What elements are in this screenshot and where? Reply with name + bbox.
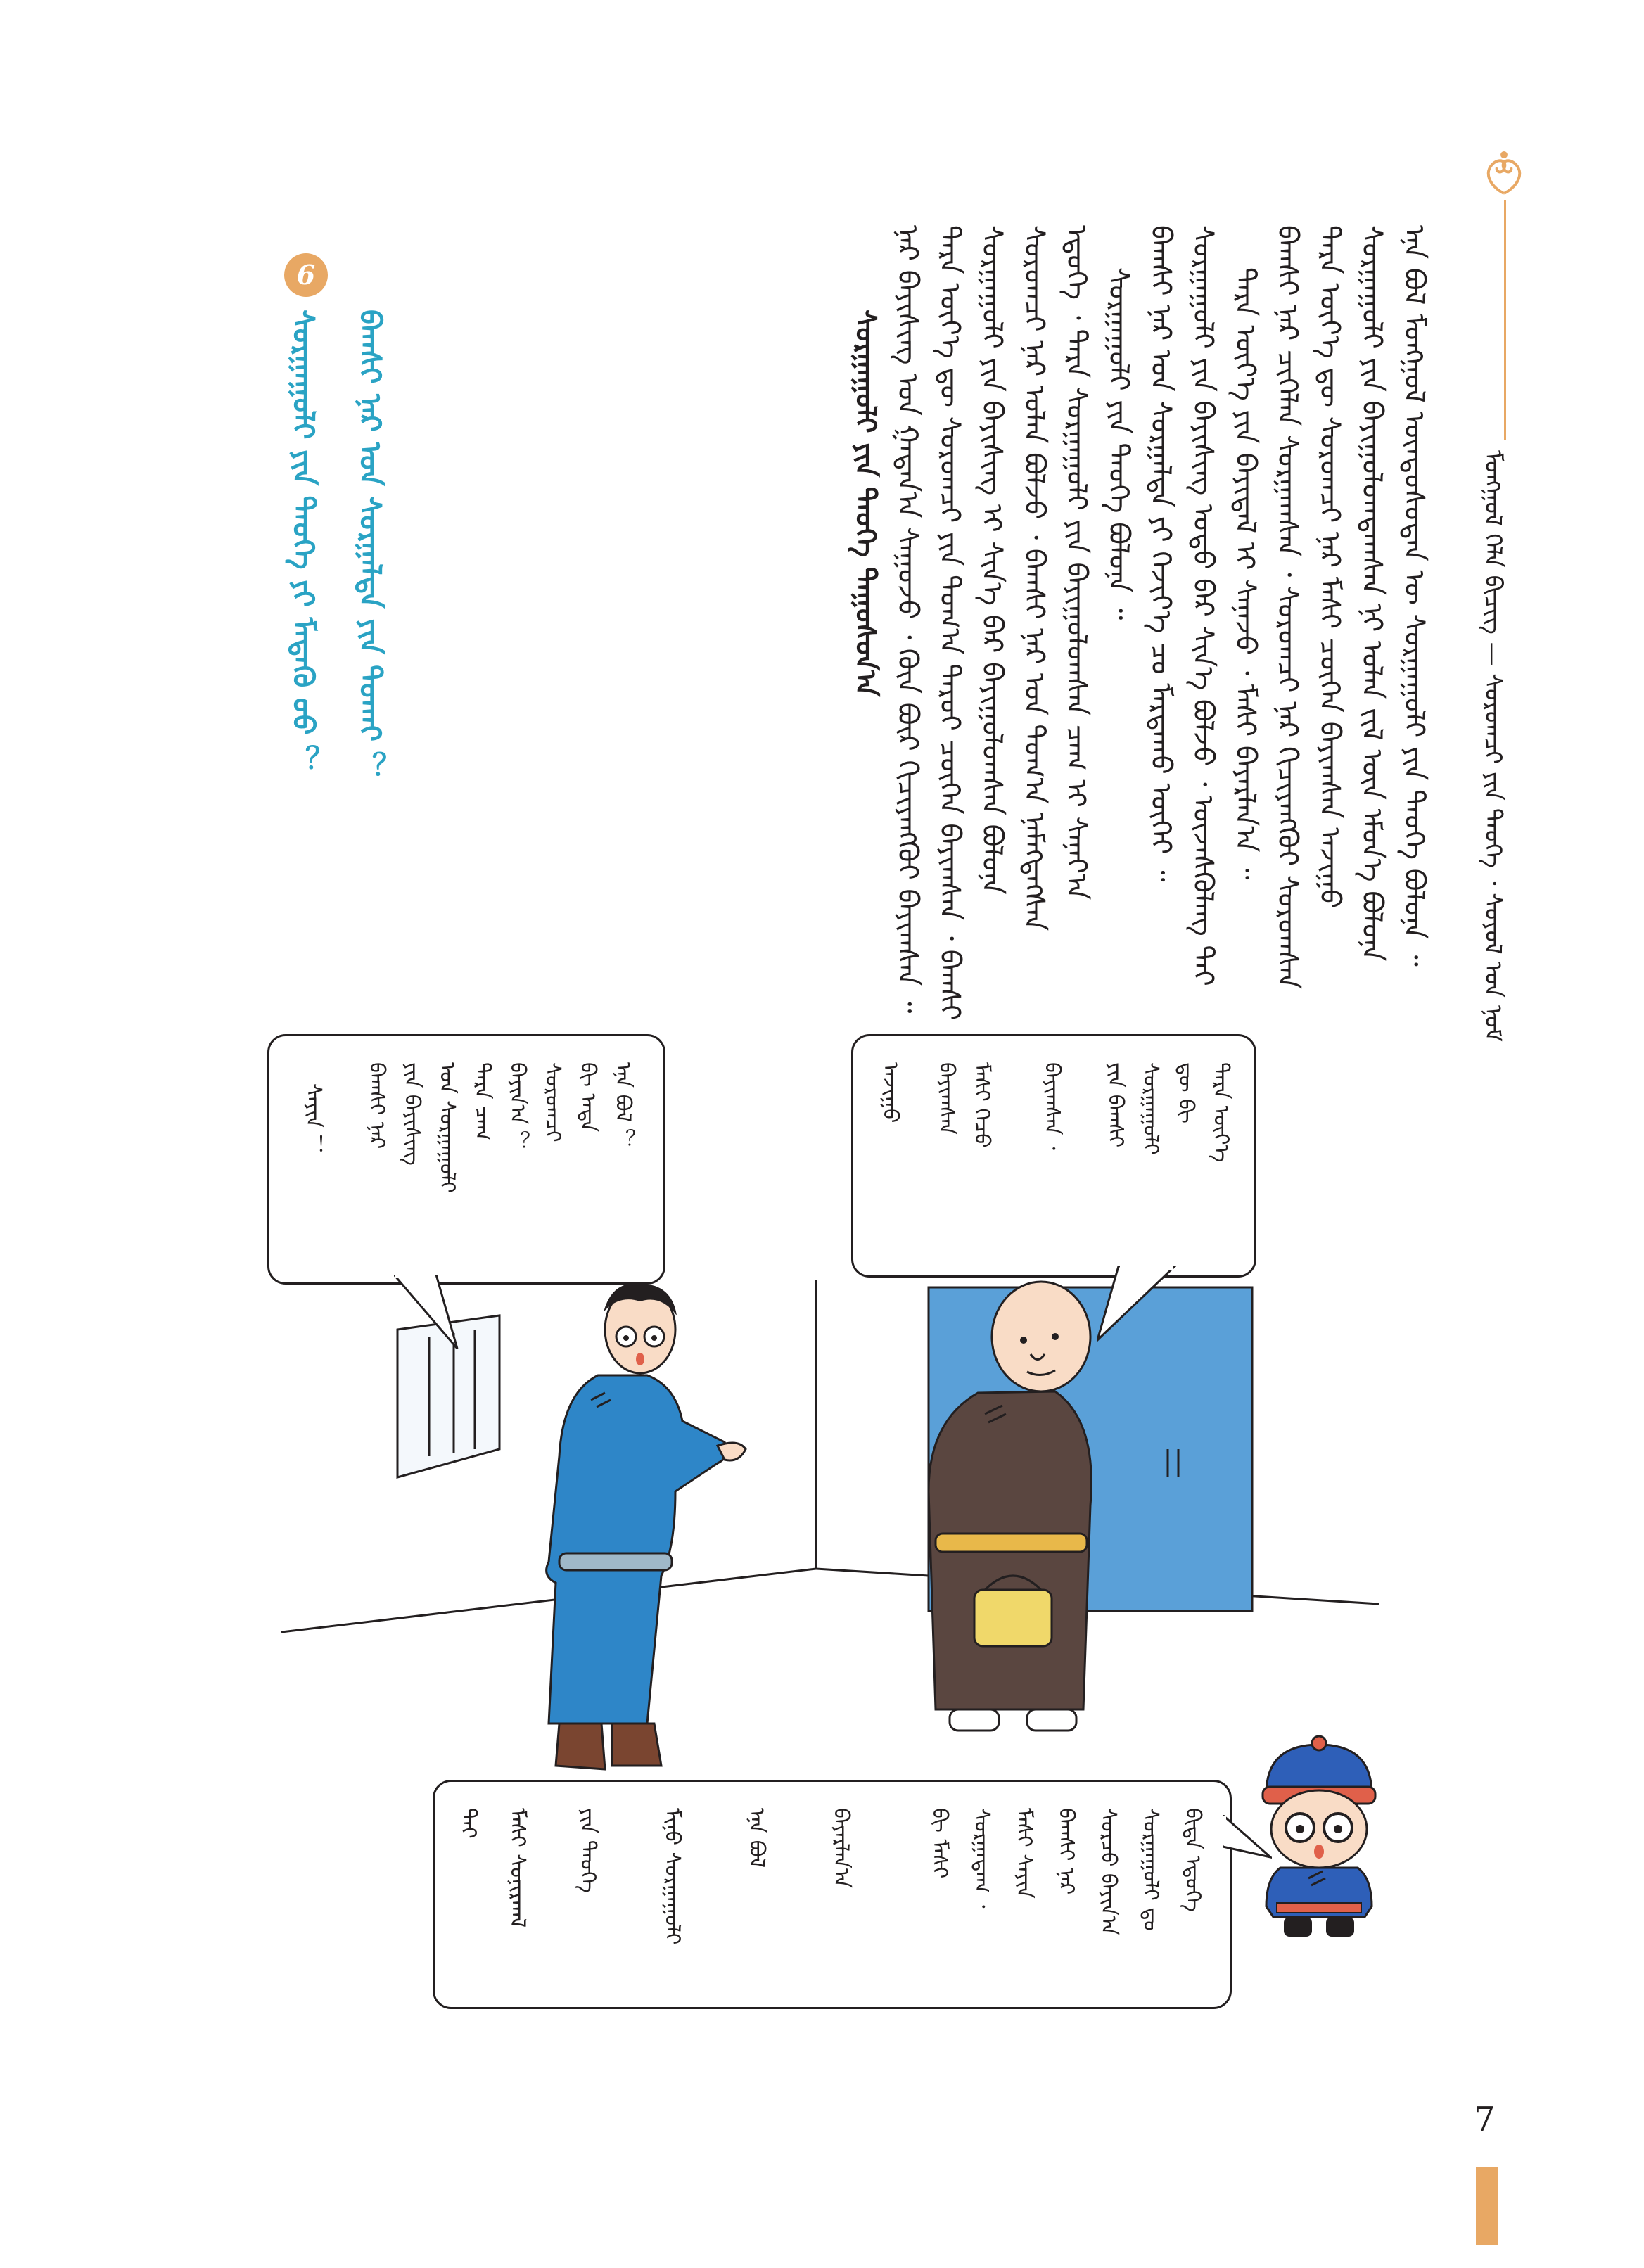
question-number-badge: 6	[284, 253, 328, 297]
bubble-bottom-line: ᠰᠤᠷᠴᠤ ᠪᠠᠶᠢᠨ᠎ᠠ	[1096, 1808, 1121, 1936]
yellow-bag	[974, 1590, 1052, 1646]
bubble-right-line: ᠪᠠᠶᠢᠭᠰᠠᠨ	[934, 1062, 959, 1135]
bubble-left-line: ᠶᠢᠨ ᠪᠠᠶᠢᠰᠢᠩ	[400, 1062, 424, 1166]
bubble-tail-left	[394, 1275, 464, 1352]
body-line: ᠰᠤᠷᠭᠠᠭᠤᠯᠢ ᠶᠢᠨ ᠲᠡᠦᠬᠡ ᠪᠣᠯᠤᠨᠠ ᠃	[1102, 267, 1135, 620]
bubble-bottom-line: ᠪᠠᠭᠰᠢ ᠨᠠᠷ	[1054, 1808, 1078, 1895]
body-line: ᠰᠤᠷᠭᠠᠭᠤᠯᠢ ᠶᠢᠨ ᠪᠠᠶᠢᠭᠤᠯᠤᠭᠳᠠᠭᠰᠠᠨ ᠨᠢ ᠣᠯᠠᠨ ᠵᠢᠯ ᠦᠨ ᠡᠮᠦᠨ᠎ᠡ ᠪᠣᠯᠤᠨᠠ	[1356, 225, 1388, 962]
bubble-right-line: ᠮᠠᠰᠢ ᠬᠡᠴᠦ	[969, 1062, 994, 1148]
bubble-bottom-line: ᠡᠨᠡ ᠪᠣᠯ	[744, 1808, 769, 1868]
bubble-left-line: ᠰᠤᠷᠤᠭᠴᠢ	[540, 1062, 565, 1142]
bubble-left-line: ᠰᠠᠶᠢᠨ ！	[301, 1083, 326, 1156]
speech-bubble-left	[267, 1034, 665, 1285]
bubble-tail-right	[1097, 1266, 1182, 1344]
bubble-bottom-line: ᠲᠠᠢ	[456, 1808, 480, 1839]
body-line: ᠲᠡᠷᠡ ᠦᠶ᠎ᠡ ᠶᠢᠨ ᠪᠠᠶᠢᠳᠠᠯ ᠢ ᠰᠠᠨᠠᠵᠤ ᠂ ᠮᠠᠰᠢ ᠪᠠᠶᠠᠷᠯᠠᠨ᠎ᠠ ᠃	[1229, 267, 1261, 880]
bubble-right-line: ᠶᠢᠨ ᠪᠠᠭᠰᠢ	[1103, 1062, 1128, 1148]
body-line: ᠡᠨᠡ ᠪᠣᠯ ᠮᠣᠩᠭᠣᠯ ᠦᠨᠳᠦᠰᠦᠲᠡᠨ ᠦ ᠰᠤᠷᠭᠠᠭᠤᠯᠢ ᠶᠢᠨ ᠲᠡᠦᠬᠡ ᠪᠣᠯᠤᠨᠠ ᠃	[1398, 225, 1430, 967]
page-number: 7	[1474, 2100, 1496, 2139]
bubble-right-line: ᠪᠠᠶᠢᠭᠰᠠᠨ ᠂	[1040, 1062, 1064, 1151]
body-line: ᠰᠤᠷᠤᠭᠴᠢ ᠨᠠᠷ ᠣᠯᠠᠨ ᠪᠣᠯᠵᠤ ᠂ ᠪᠠᠭᠰᠢ ᠨᠠᠷ ᠤᠨ ᠲᠣᠭ᠎ᠠ ᠨᠡᠮᠡᠭᠳᠡᠭᠰᠡᠨ	[1018, 225, 1050, 931]
body-line: ᠨᠠᠷ ᠪᠠᠶᠢᠰᠢᠩ ᠤᠨ ᠭᠠᠳᠠᠨ᠎ᠠ ᠰᠠᠭᠤᠵᠤ ᠂ ᠬᠦᠨ ᠪᠦᠷ ᠬᠢᠴᠢᠶᠡᠩᠭᠦᠢ ᠪᠠᠶᠢᠭᠰᠠᠨ ᠃	[891, 225, 924, 1014]
bubble-left-line: ᠪᠠᠭᠰᠢ ᠨᠠᠷ	[364, 1062, 389, 1149]
body-line: ᠪᠠᠭᠰᠢ ᠨᠠᠷ ᠴᠢᠬᠡᠯᠡᠨ ᠰᠤᠷᠭᠠᠭᠰᠠᠨ ᠂ ᠰᠤᠷᠤᠭᠴᠢ ᠨᠠᠷ ᠬᠢᠴᠢᠶᠡᠩᠭᠦᠢ ᠰᠤᠷᠤᠭᠰᠠᠨ	[1271, 225, 1304, 989]
header-ornament-icon	[1476, 148, 1532, 197]
bubble-left-line: ᠪᠢ ᠡᠨᠳᠡ	[575, 1062, 600, 1133]
bubble-right-line: ᠲᠡᠷᠡ ᠦᠶ᠎ᠡ	[1209, 1062, 1233, 1163]
bubble-left-line: ᠪᠠᠶᠢᠨ᠎ᠠ ？	[505, 1062, 530, 1152]
body-line: ᠰᠤᠷᠭᠠᠭᠤᠯᠢ ᠶᠢᠨ ᠪᠠᠶᠢᠰᠢᠩ ᠣᠳᠣ ᠪᠠᠷ ᠰᠢᠨ᠎ᠡ ᠪᠣᠯᠵᠤ ᠂ ᠦᠵᠡᠰᠬᠦᠯᠡᠩ ᠲᠡᠢ	[1187, 225, 1219, 986]
page-tab	[1476, 2167, 1498, 2245]
question-line: ᠰᠤᠷᠭᠠᠭᠤᠯᠢ ᠶᠢᠨ ᠲᠡᠦᠬᠡ ᠶᠢ ᠮᠡᠳᠡᠬᠦ ᠦᠦ ？	[286, 310, 321, 775]
body-line: ᠰᠤᠷᠭᠠᠭᠤᠯᠢ ᠶᠢᠨ ᠲᠡᠦᠬᠡ ᠳᠠᠭᠤᠰᠤᠨ᠎ᠠ	[849, 310, 881, 697]
bubble-bottom-line: ᠮᠠᠰᠢ ᠰᠣᠨᠢᠷᠬᠠᠯ	[505, 1808, 530, 1928]
running-header: ᠮᠣᠩᠭᠣᠯ ᠬᠡᠯᠡ ᠪᠢᠴᠢᠭ — ᠰᠤᠷᠤᠭᠴᠢ ᠶᠢᠨ ᠲᠡᠤᠬᠡ ᠂ ᠰᠤᠶᠤᠯ ᠤᠨ ᠨᠣᠮ	[1479, 450, 1507, 1042]
body-line: ᠲᠡᠷᠡ ᠦᠶ᠎ᠡ ᠳᠦ ᠰᠤᠷᠤᠭᠴᠢ ᠨᠠᠷ ᠮᠠᠰᠢ ᠴᠥᠭᠡᠨ ᠪᠠᠶᠢᠭᠰᠠᠨ ᠠᠵᠢᠭᠤ	[1313, 225, 1346, 909]
bubble-bottom-line: ᠰᠤᠷᠭᠠᠭᠤᠯᠢ ᠳᠤ	[1138, 1808, 1163, 1931]
bubble-right-line: ᠠᠵᠢᠭᠤ	[878, 1062, 903, 1123]
bubble-bottom-line: ᠮᠠᠰᠢ ᠰᠠᠶᠢᠨ	[1012, 1808, 1036, 1899]
body-line: ᠲᠡᠷᠡ ᠦᠶ᠎ᠡ ᠳᠦ ᠰᠤᠷᠤᠭᠴᠢ ᠶᠢᠨ ᠲᠣᠭ᠎ᠠ ᠳᠠᠷᠤᠢ ᠴᠥᠭᠡᠨ ᠪᠠᠶᠢᠭᠰᠠᠨ ᠂ ᠪᠠᠭᠰᠢ	[933, 225, 966, 1021]
bubble-bottom-line: ᠶᠢᠨ ᠲᠡᠦᠬᠡ	[575, 1808, 600, 1893]
kid-character	[1238, 1731, 1400, 1942]
bubble-left-line: ᠤᠨ ᠰᠤᠷᠭᠠᠭᠤᠯᠢ	[435, 1062, 459, 1194]
question-line: ᠪᠠᠭᠰᠢ ᠨᠠᠷ ᠤᠨ ᠰᠤᠷᠭᠠᠯᠲᠠ ᠶᠢᠨ ᠲᠤᠬᠠᠢ ？	[353, 310, 388, 782]
bubble-bottom-line: ᠪᠢ ᠮᠠᠰᠢ	[927, 1808, 952, 1879]
bubble-left-line: ᠲᠡᠷᠡ ᠴᠠᠭ	[470, 1062, 495, 1140]
bubble-right-line: ᠳᠦ ᠪᠢ	[1173, 1062, 1198, 1124]
bubble-bottom-line: ᠮᠢᠨᠦ ᠰᠤᠷᠭᠠᠭᠤᠯᠢ	[660, 1808, 684, 1945]
body-line: ᠰᠤᠷᠭᠠᠭᠤᠯᠢ ᠶᠢᠨ ᠪᠠᠶᠢᠰᠢᠩ ᠢ ᠰᠢᠨ᠎ᠡ ᠪᠠᠷ ᠪᠠᠶᠢᠭᠤᠯᠤᠭᠰᠠᠨ ᠪᠣᠯᠤᠨᠠ	[976, 225, 1008, 895]
body-line: ᠪᠠᠭᠰᠢ ᠨᠠᠷ ᠤᠨ ᠰᠤᠷᠭᠠᠯᠲᠠ ᠶᠢ ᠬᠡᠵᠢᠶ᠎ᠡ ᠴᠤ ᠮᠠᠷᠲᠠᠬᠤ ᠦᠭᠡᠢ ᠃	[1145, 225, 1177, 882]
man-blue-robe	[547, 1284, 746, 1770]
body-text	[302, 225, 1430, 1021]
bubble-bottom-line: ᠪᠠᠶᠠᠷᠯᠠᠨ᠎ᠠ	[829, 1808, 853, 1888]
bubble-right-line: ᠰᠤᠷᠭᠠᠭᠤᠯᠢ	[1138, 1062, 1163, 1155]
header-rule	[1504, 200, 1506, 440]
bubble-bottom-line: ᠪᠢᠳᠡ ᠡᠳᠦᠭᠡ	[1180, 1808, 1205, 1912]
bubble-left-line: ᠡᠨᠡ ᠪᠣᠯ ？	[611, 1062, 635, 1150]
body-line: ᠡᠳᠦᠭᠡ ᠂ ᠲᠡᠷᠡ ᠰᠤᠷᠭᠠᠭᠤᠯᠢ ᠶᠢᠨ ᠪᠠᠶᠢᠭᠤᠯᠤᠭᠰᠠᠨ ᠴᠠᠭ ᠢ ᠰᠠᠨᠠᠶ᠎ᠠ	[1060, 225, 1092, 900]
bubble-bottom-line: ᠰᠤᠷᠭᠠᠳᠠᠭ ᠂	[969, 1808, 994, 1909]
